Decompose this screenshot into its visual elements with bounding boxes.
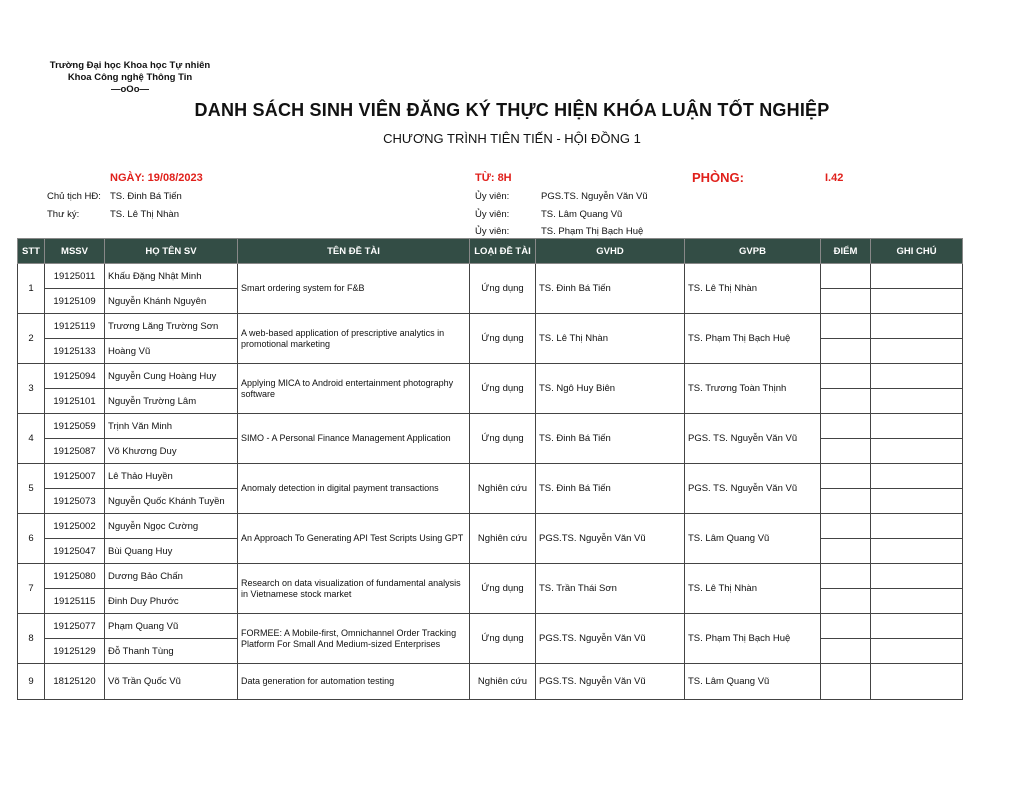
student-name-cell: Nguyễn Cung Hoàng Huy xyxy=(105,364,238,389)
score-cell[interactable] xyxy=(821,639,871,664)
student-name-cell: Đỗ Thanh Tùng xyxy=(105,639,238,664)
chair-name: TS. Đinh Bá Tiến xyxy=(110,191,182,202)
student-name-cell: Khấu Đặng Nhật Minh xyxy=(105,264,238,289)
mssv-cell: 19125119 xyxy=(45,314,105,339)
column-header: STT xyxy=(18,239,45,264)
table-row xyxy=(18,414,963,439)
advisor-cell: TS. Lê Thị Nhàn xyxy=(536,314,685,364)
topic-type-cell: Nghiên cứu xyxy=(470,464,536,514)
table-header-row xyxy=(18,239,963,264)
table-row xyxy=(18,514,963,539)
advisor-cell: TS. Đinh Bá Tiến xyxy=(536,464,685,514)
exam-time: TỪ: 8H xyxy=(475,172,512,184)
score-cell[interactable] xyxy=(821,539,871,564)
note-cell[interactable] xyxy=(871,564,963,589)
member-name: TS. Lâm Quang Vũ xyxy=(541,209,623,220)
topic-type-cell: Nghiên cứu xyxy=(470,514,536,564)
school-name: Trường Đại học Khoa học Tự nhiên xyxy=(49,60,211,71)
score-cell[interactable] xyxy=(821,264,871,289)
room-number: I.42 xyxy=(825,172,844,184)
topic-cell: An Approach To Generating API Test Scripts Using GPT xyxy=(238,514,470,564)
column-header: TÊN ĐỀ TÀI xyxy=(238,239,470,264)
stt-cell: 5 xyxy=(18,464,45,514)
stt-cell: 6 xyxy=(18,514,45,564)
member-label: Ủy viên: xyxy=(475,191,510,202)
topic-cell: Data generation for automation testing xyxy=(238,664,470,700)
document-title: DANH SÁCH SINH VIÊN ĐĂNG KÝ THỰC HIỆN KHÓA LUẬN TỐT NGHIỆP xyxy=(194,100,830,120)
note-cell[interactable] xyxy=(871,464,963,489)
note-cell[interactable] xyxy=(871,289,963,314)
stt-cell: 7 xyxy=(18,564,45,614)
note-cell[interactable] xyxy=(871,489,963,514)
student-name-cell: Võ Trần Quốc Vũ xyxy=(105,664,238,700)
table-row xyxy=(18,264,963,289)
exam-date: NGÀY: 19/08/2023 xyxy=(110,172,203,184)
column-header: ĐIỂM xyxy=(821,239,871,264)
mssv-cell: 19125080 xyxy=(45,564,105,589)
reviewer-cell: TS. Lâm Quang Vũ xyxy=(685,664,821,700)
mssv-cell: 19125011 xyxy=(45,264,105,289)
student-name-cell: Võ Khương Duy xyxy=(105,439,238,464)
note-cell[interactable] xyxy=(871,314,963,339)
reviewer-cell: TS. Lâm Quang Vũ xyxy=(685,514,821,564)
student-table xyxy=(17,238,963,700)
advisor-cell: TS. Ngô Huy Biên xyxy=(536,364,685,414)
score-cell[interactable] xyxy=(821,339,871,364)
topic-type-cell: Ứng dụng xyxy=(470,314,536,364)
score-cell[interactable] xyxy=(821,564,871,589)
stt-cell: 9 xyxy=(18,664,45,700)
advisor-cell: PGS.TS. Nguyễn Văn Vũ xyxy=(536,614,685,664)
note-cell[interactable] xyxy=(871,264,963,289)
mssv-cell: 19125007 xyxy=(45,464,105,489)
note-cell[interactable] xyxy=(871,664,963,700)
column-header: GVPB xyxy=(685,239,821,264)
score-cell[interactable] xyxy=(821,314,871,339)
room-label: PHÒNG: xyxy=(692,170,744,185)
column-header: HỌ TÊN SV xyxy=(105,239,238,264)
student-name-cell: Phạm Quang Vũ xyxy=(105,614,238,639)
column-header: MSSV xyxy=(45,239,105,264)
stt-cell: 4 xyxy=(18,414,45,464)
reviewer-cell: PGS. TS. Nguyễn Văn Vũ xyxy=(685,464,821,514)
mssv-cell: 19125133 xyxy=(45,339,105,364)
stt-cell: 2 xyxy=(18,314,45,364)
advisor-cell: TS. Đinh Bá Tiến xyxy=(536,414,685,464)
note-cell[interactable] xyxy=(871,539,963,564)
note-cell[interactable] xyxy=(871,514,963,539)
score-cell[interactable] xyxy=(821,439,871,464)
student-name-cell: Trương Lăng Trường Sơn xyxy=(105,314,238,339)
secretary-name: TS. Lê Thị Nhàn xyxy=(110,209,180,220)
topic-cell: A web-based application of prescriptive analytics in promotional marketing xyxy=(238,314,470,364)
student-name-cell: Hoàng Vũ xyxy=(105,339,238,364)
note-cell[interactable] xyxy=(871,439,963,464)
note-cell[interactable] xyxy=(871,389,963,414)
score-cell[interactable] xyxy=(821,464,871,489)
topic-cell: Smart ordering system for F&B xyxy=(238,264,470,314)
member-label: Ủy viên: xyxy=(475,226,510,237)
table-row xyxy=(18,564,963,589)
member-name: TS. Phạm Thị Bạch Huệ xyxy=(541,226,644,237)
score-cell[interactable] xyxy=(821,589,871,614)
faculty-name: Khoa Công nghệ Thông Tin xyxy=(67,72,193,83)
student-name-cell: Nguyễn Ngọc Cường xyxy=(105,514,238,539)
advisor-cell: TS. Trần Thái Sơn xyxy=(536,564,685,614)
table-row xyxy=(18,664,963,700)
reviewer-cell: TS. Phạm Thị Bạch Huệ xyxy=(685,614,821,664)
member-name: PGS.TS. Nguyễn Văn Vũ xyxy=(541,191,648,202)
table-row xyxy=(18,464,963,489)
mssv-cell: 19125109 xyxy=(45,289,105,314)
reviewer-cell: TS. Lê Thị Nhàn xyxy=(685,264,821,314)
mssv-cell: 19125047 xyxy=(45,539,105,564)
chair-label: Chủ tịch HĐ: xyxy=(47,191,101,202)
table-row xyxy=(18,364,963,389)
score-cell[interactable] xyxy=(821,664,871,700)
mssv-cell: 19125094 xyxy=(45,364,105,389)
student-name-cell: Bùi Quang Huy xyxy=(105,539,238,564)
topic-type-cell: Ứng dụng xyxy=(470,564,536,614)
score-cell[interactable] xyxy=(821,489,871,514)
mssv-cell: 19125002 xyxy=(45,514,105,539)
mssv-cell: 19125059 xyxy=(45,414,105,439)
stt-cell: 8 xyxy=(18,614,45,664)
student-name-cell: Nguyễn Trường Lâm xyxy=(105,389,238,414)
student-name-cell: Dương Bảo Chấn xyxy=(105,564,238,589)
reviewer-cell: TS. Lê Thị Nhàn xyxy=(685,564,821,614)
topic-type-cell: Nghiên cứu xyxy=(470,664,536,700)
topic-cell: SIMO - A Personal Finance Management Application xyxy=(238,414,470,464)
stt-cell: 3 xyxy=(18,364,45,414)
topic-type-cell: Ứng dụng xyxy=(470,264,536,314)
score-cell[interactable] xyxy=(821,414,871,439)
reviewer-cell: TS. Phạm Thị Bạch Huệ xyxy=(685,314,821,364)
reviewer-cell: PGS. TS. Nguyễn Văn Vũ xyxy=(685,414,821,464)
stt-cell: 1 xyxy=(18,264,45,314)
student-name-cell: Trịnh Văn Minh xyxy=(105,414,238,439)
mssv-cell: 19125077 xyxy=(45,614,105,639)
school-header xyxy=(25,60,235,96)
topic-cell: Anomaly detection in digital payment transactions xyxy=(238,464,470,514)
advisor-cell: PGS.TS. Nguyễn Văn Vũ xyxy=(536,514,685,564)
note-cell[interactable] xyxy=(871,589,963,614)
mssv-cell: 19125129 xyxy=(45,639,105,664)
student-name-cell: Nguyễn Quốc Khánh Tuyền xyxy=(105,489,238,514)
reviewer-cell: TS. Trương Toàn Thịnh xyxy=(685,364,821,414)
student-name-cell: Lê Thảo Huyền xyxy=(105,464,238,489)
note-cell[interactable] xyxy=(871,364,963,389)
advisor-cell: PGS.TS. Nguyễn Văn Vũ xyxy=(536,664,685,700)
score-cell[interactable] xyxy=(821,289,871,314)
column-header: GHI CHÚ xyxy=(871,239,963,264)
ornament: —oOo— xyxy=(111,84,149,95)
note-cell[interactable] xyxy=(871,614,963,639)
topic-cell: Research on data visualization of fundamental analysis in Vietnamese stock market xyxy=(238,564,470,614)
student-name-cell: Đinh Duy Phước xyxy=(105,589,238,614)
topic-type-cell: Ứng dụng xyxy=(470,614,536,664)
topic-cell: FORMEE: A Mobile-first, Omnichannel Order Tracking Platform For Small And Medium-sized Enterprises xyxy=(238,614,470,664)
student-name-cell: Nguyễn Khánh Nguyên xyxy=(105,289,238,314)
topic-cell: Applying MICA to Android entertainment photography software xyxy=(238,364,470,414)
mssv-cell: 19125073 xyxy=(45,489,105,514)
column-header: LOẠI ĐỀ TÀI xyxy=(470,239,536,264)
document-subtitle: CHƯƠNG TRÌNH TIÊN TIẾN - HỘI ĐỒNG 1 xyxy=(383,131,641,146)
mssv-cell: 19125101 xyxy=(45,389,105,414)
topic-type-cell: Ứng dụng xyxy=(470,414,536,464)
secretary-label: Thư ký: xyxy=(47,209,80,220)
table-row xyxy=(18,314,963,339)
mssv-cell: 19125087 xyxy=(45,439,105,464)
advisor-cell: TS. Đinh Bá Tiến xyxy=(536,264,685,314)
mssv-cell: 18125120 xyxy=(45,664,105,700)
note-cell[interactable] xyxy=(871,639,963,664)
score-cell[interactable] xyxy=(821,389,871,414)
mssv-cell: 19125115 xyxy=(45,589,105,614)
table-row xyxy=(18,614,963,639)
note-cell[interactable] xyxy=(871,414,963,439)
member-label: Ủy viên: xyxy=(475,209,510,220)
score-cell[interactable] xyxy=(821,614,871,639)
column-header: GVHD xyxy=(536,239,685,264)
note-cell[interactable] xyxy=(871,339,963,364)
score-cell[interactable] xyxy=(821,514,871,539)
topic-type-cell: Ứng dụng xyxy=(470,364,536,414)
score-cell[interactable] xyxy=(821,364,871,389)
